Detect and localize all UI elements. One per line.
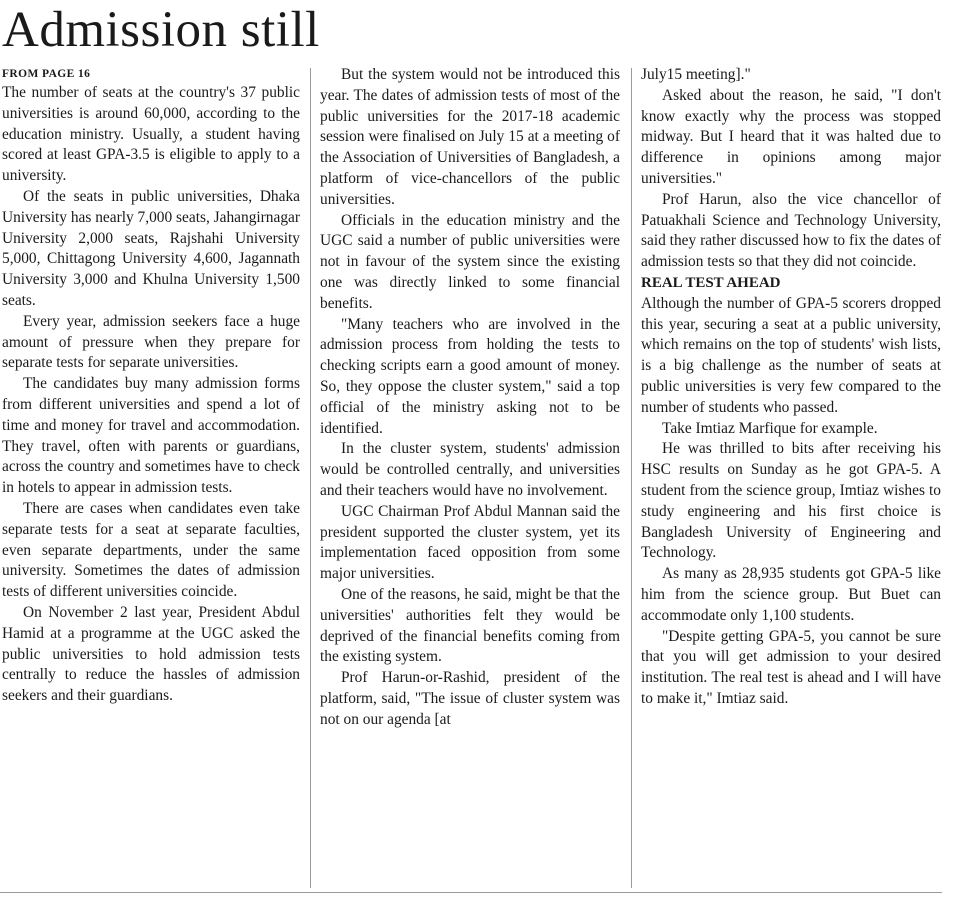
- paragraph: Take Imtiaz Marfique for example.: [662, 419, 878, 437]
- paragraph: Prof Harun-or-Rashid, president of the platform, said, "The issue of cluster system was not on our agenda [at: [320, 669, 620, 728]
- paragraph: Prof Harun, also the vice chancellor of Patuakhali Science and Technology University, said they rather discussed how to fix the dates of admission tests so that they did not coincide.: [641, 190, 941, 271]
- paragraph: Of the seats in public universities, Dhaka University has nearly 7,000 seats, Jahangirnagar University 2,000 seats, Rajshahi University 5,000, Chittagong University 4,600, Jagannath University 3,000 and Khulna University 1,500 seats.: [2, 187, 300, 309]
- column-divider: [310, 68, 311, 888]
- paragraph: Officials in the education ministry and the UGC said a number of public universities were not in favour of the system since the existing one was directly linked to some financial benefits.: [320, 211, 620, 312]
- paragraph: But the system would not be introduced this year. The dates of admission tests of most of the public universities for the 2017-18 academic session were finalised on July 15 at a meeting of the Association of Universities of Bangladesh, a platform of vice-chancellors of the public universities.: [320, 66, 620, 208]
- jump-line: FROM PAGE 16: [2, 68, 91, 80]
- paragraph: The candidates buy many admission forms from different universities and spend a lot of time and money for travel and accommodation. They travel, often with parents or guardians, across the country and sometimes have to check in hotels to appear in admission tests.: [2, 375, 300, 497]
- paragraph: "Many teachers who are involved in the admission process from holding the tests to checking scripts earn a good amount of money. So, they oppose the cluster system," said a top official of the ministry asking not to be identified.: [320, 315, 620, 437]
- subheading: REAL TEST AHEAD: [641, 274, 781, 291]
- column-divider: [631, 68, 632, 888]
- bottom-rule: [0, 892, 942, 893]
- paragraph: He was thrilled to bits after receiving his HSC results on Sunday as he got GPA-5. A student from the science group, Imtiaz wishes to study engineering and his first choice is Bangladesh University of Engineering and Technology.: [641, 440, 941, 562]
- column-2: [320, 65, 620, 731]
- paragraph: The number of seats at the country's 37 public universities is around 60,000, according to the education ministry. Usually, a student having scored at least GPA-3.5 is eligible to apply to a university.: [2, 84, 300, 185]
- paragraph: One of the reasons, he said, might be that the universities' authorities felt they would be deprived of the financial benefits coming from the existing system.: [320, 585, 620, 666]
- paragraph: There are cases when candidates even take separate tests for a seat at separate faculties, even separate departments, under the same university. Sometimes the dates of admission tests of different universities coincide.: [2, 499, 300, 601]
- column-1: [2, 65, 300, 707]
- paragraph: "Despite getting GPA-5, you cannot be sure that you will get admission to your desired institution. The real test is ahead and I will have to make it," Imtiaz said.: [641, 627, 941, 707]
- headline: Admission still: [2, 2, 320, 58]
- paragraph: Every year, admission seekers face a huge amount of pressure when they prepare for separate tests for separate universities.: [2, 312, 300, 372]
- paragraph: July15 meeting].": [641, 66, 751, 83]
- paragraph: Asked about the reason, he said, "I don't know exactly why the process was stopped midway. But I heard that it was halted due to difference in opinions among major universities.": [641, 86, 941, 187]
- paragraph: As many as 28,935 students got GPA-5 like him from the science group. But Buet can accommodate only 1,100 students.: [641, 565, 941, 624]
- paragraph: Although the number of GPA-5 scorers dropped this year, securing a seat at a public university, which remains on the top of students' wish lists, is a big challenge as the number of seats at public universities is very few compared to the number of students who passed.: [641, 294, 941, 416]
- paragraph: On November 2 last year, President Abdul Hamid at a programme at the UGC asked the public universities to hold admission tests centrally to reduce the hassles of admission seekers and their guardians.: [2, 603, 300, 705]
- column-3: [641, 65, 941, 710]
- paragraph: In the cluster system, students' admission would be controlled centrally, and universities and their teachers would have no involvement.: [320, 440, 620, 499]
- paragraph: UGC Chairman Prof Abdul Mannan said the president supported the cluster system, yet its implementation faced opposition from some major universities.: [320, 502, 620, 583]
